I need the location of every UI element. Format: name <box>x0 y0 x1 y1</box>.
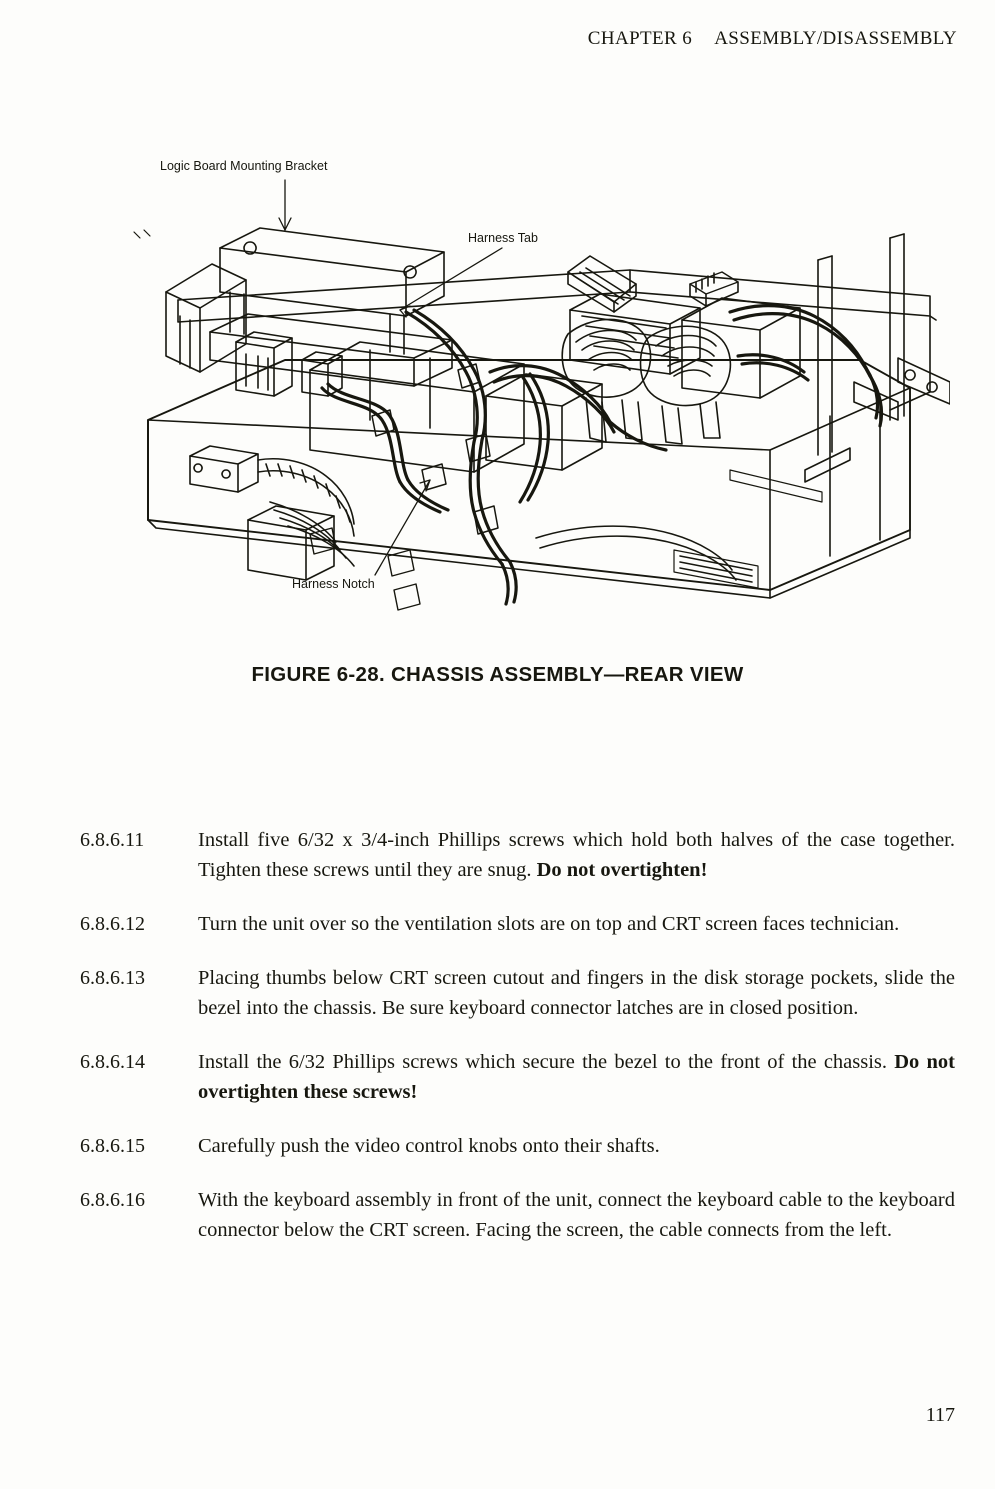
step-text-part: Turn the unit over so the ventilation slots are on top and CRT screen faces technician. <box>198 913 900 935</box>
step-text <box>198 1131 955 1161</box>
step-number: 6.8.6.12 <box>80 913 145 935</box>
callout-label-harness-tab: Harness Tab <box>468 231 538 245</box>
step-text <box>198 909 955 939</box>
step-text-part: Install five 6/32 x 3/4-inch Phillips screws which hold both halves of the case together. Tighten these screws until they are snug. <box>198 829 955 881</box>
figure-caption: FIGURE 6-28. CHASSIS ASSEMBLY—REAR VIEW <box>251 663 744 686</box>
running-head <box>588 28 957 50</box>
callout-label-logic-board-bracket: Logic Board Mounting Bracket <box>160 159 328 173</box>
page-number: 117 <box>925 1404 955 1426</box>
procedure-step <box>80 1047 955 1107</box>
step-text-part: Placing thumbs below CRT screen cutout and fingers in the disk storage pockets, slide the bezel into the chassis. Be sure keyboard connector latches are in closed position. <box>198 967 955 1019</box>
step-number: 6.8.6.16 <box>80 1189 145 1211</box>
figure-illustration <box>70 120 950 620</box>
step-text <box>198 1185 955 1245</box>
procedure-step <box>80 909 955 939</box>
procedure-step <box>80 825 955 885</box>
step-number: 6.8.6.15 <box>80 1135 145 1157</box>
procedure-step <box>80 963 955 1023</box>
procedure-step <box>80 1185 955 1245</box>
chassis-assembly-drawing <box>70 120 950 620</box>
step-text-part: With the keyboard assembly in front of the unit, connect the keyboard cable to the keyboard connector below the CRT screen. Facing the screen, the cable connects from the left. <box>198 1189 955 1241</box>
procedure-step <box>80 1131 955 1161</box>
step-text-part: Carefully push the video control knobs onto their shafts. <box>198 1135 660 1157</box>
running-head-chapter: CHAPTER 6 <box>587 28 693 49</box>
step-number: 6.8.6.14 <box>80 1051 145 1073</box>
step-text <box>198 1047 955 1107</box>
step-text-part-bold: Do not overtighten! <box>536 859 708 881</box>
step-text-part: Install the 6/32 Phillips screws which secure the bezel to the front of the chassis. <box>198 1051 895 1073</box>
step-text <box>198 825 955 885</box>
callout-label-harness-notch: Harness Notch <box>292 577 375 591</box>
running-head-title: ASSEMBLY/DISASSEMBLY <box>714 28 957 49</box>
procedure-step-list <box>80 825 955 1269</box>
step-number: 6.8.6.13 <box>80 967 145 989</box>
step-text <box>198 963 955 1023</box>
step-number: 6.8.6.11 <box>80 829 145 851</box>
step-text-part-bold: Do not overtighten these screws! <box>198 1051 955 1103</box>
